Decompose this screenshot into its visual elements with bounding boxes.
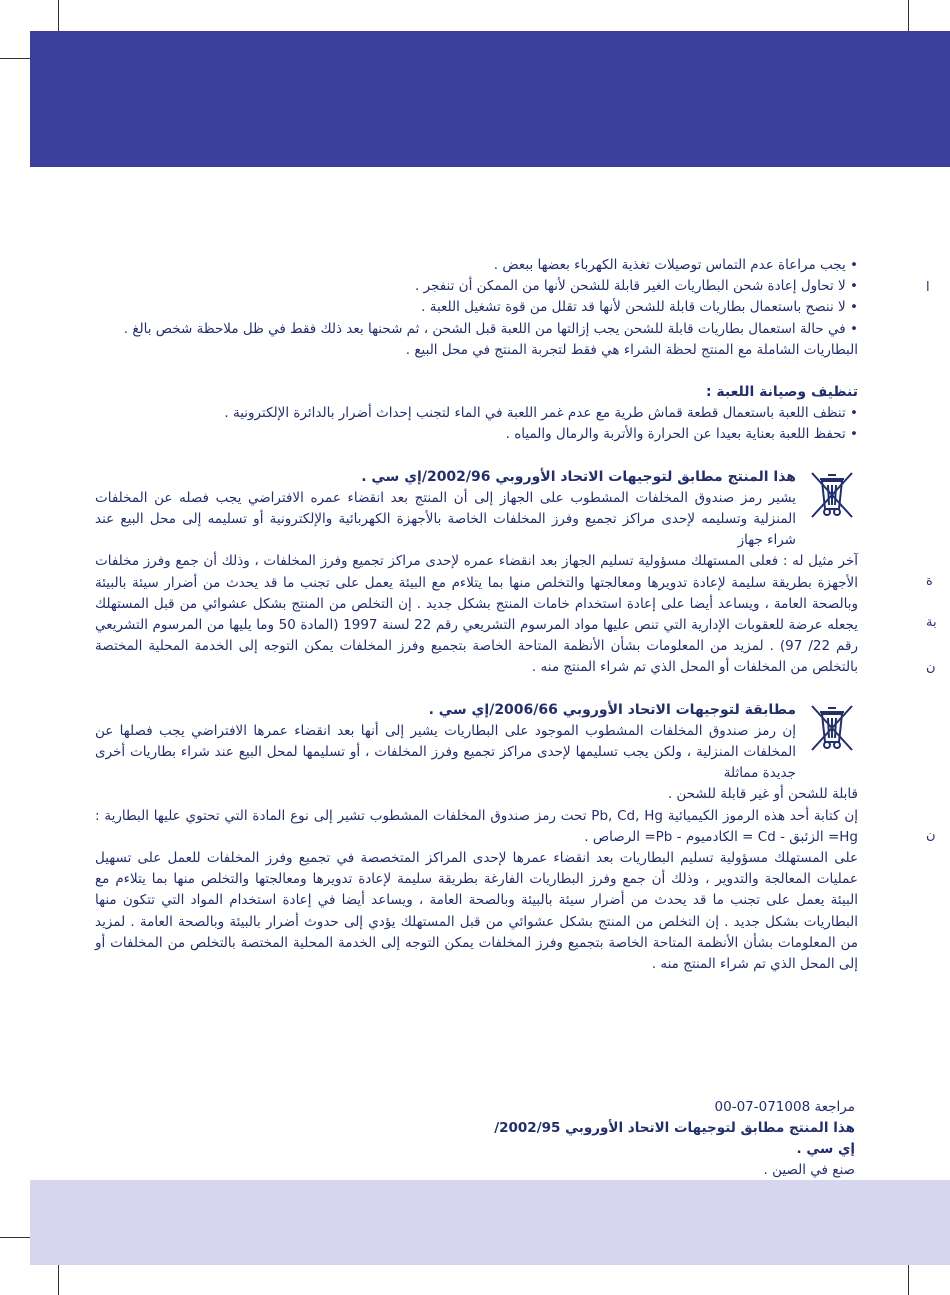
edge-fragment: ن	[926, 660, 936, 675]
cleaning-item: • تنظف اللعبة باستعمال قطعة قماش طرية مع عدم غمر اللعبة في الماء لتجنب إحداث أضرار بالدائرة الإلكترونية .	[224, 405, 858, 422]
safety-bullet: • يجب مراعاة عدم التماس توصيلات تغذية الكهرباء بعضها ببعض .	[493, 257, 858, 273]
edge-fragment: ا	[926, 280, 930, 295]
safety-bullet: • لا تحاول إعادة شحن البطاريات الغير قابلة للشحن لأنها من الممكن أن تنفجر .	[414, 278, 858, 295]
rohs-compliance: هذا المنتج مطابق لتوجيهات الاتحاد الأوروبي 2002/95/إي سي .	[494, 1120, 855, 1157]
weee-heading: هذا المنتج مطابق لتوجيهات الاتحاد الأوروبي 2002/96/إي سي .	[361, 468, 796, 485]
crossed-out-wheelie-bin-icon	[804, 700, 860, 756]
edge-fragment: ن	[926, 828, 936, 843]
battery-directive-section	[95, 700, 858, 976]
footer-text	[480, 1097, 855, 1181]
made-in: صنع في الصين .	[763, 1162, 855, 1178]
safety-bullet: • في حالة استعمال بطاريات قابلة للشحن يجب إزالتها من اللعبة قبل الشحن ، ثم شحنها بعد ذلك فقط في ظل ملاحظة شخص بالغ .	[123, 320, 858, 337]
footer-band	[30, 1180, 950, 1265]
weee-text: آخر مثيل له : فعلى المستهلك مسؤولية تسليم الجهاز بعد انقضاء عمره لإحدى مراكز تجميع وفرز المخلفات ، وذلك أن جمع وفرز مخلفات الأجهزة بطريقة سليمة لإعادة تدويرها ومعالجتها والتخلص منها بما يتلاءم مع البيئة يعمل على تجنب ما قد يحدث من أضرار سيئة بالبيئة وبالصحة العامة ، ويساعد أيضا على إعادة استخدام خامات المنتج بشكل جديد . إن التخلص من المنتج بشكل عشوائي من قبل المستهلك يجعله عرضة للعقوبات الإدارية التي تنص عليها مواد المرسوم التشريعي رقم 22 لسنة 1997 (المادة 50 وما يليها من المرسوم التشريعي رقم 22/ 97) . لمزيد من المعلومات بشأن الأنظمة المتاحة الخاصة بتجميع وفرز المخلفات يمكن التوجه إلى الخدمة المحلية المختصة بالتخلص من المخلفات أو المحل الذي تم شراء المنتج منه .	[95, 553, 859, 676]
cleaning-heading: تنظيف وصيانة اللعبة :	[705, 384, 858, 401]
weee-text-indented: يشير رمز صندوق المخلفات المشطوب على الجهاز إلى أن المنتج بعد انقضاء عمره الافتراضي يجب فصله عن المخلفات المنزلية وتسليمه لإحدى مراكز تجميع وفرز المخلفات الخاصة بالأجهزة الكهربائية والإلكترونية أو تسليمه إلى محل البيع عند شراء جهاز	[95, 489, 796, 549]
battery-directive-heading: مطابقة لتوجيهات الاتحاد الأوروبي 2006/66/إي سي .	[428, 701, 796, 718]
header-band	[30, 31, 950, 167]
battery-directive-text-indented: إن رمز صندوق المخلفات المشطوب الموجود على البطاريات يشير إلى أنها بعد انقضاء عمرها الافتراضي يجب فصلها عن المخلفات المنزلية ، ولكن يجب تسليمها لإحدى مراكز تجميع وفرز المخلفات ، أو تسليمها لمحل البيع عند شراء بطاريات أخرى جديدة مماثلة	[95, 722, 796, 782]
edge-fragment: بة	[926, 615, 937, 630]
revision-number: مراجعة 071008-07-00	[714, 1099, 855, 1115]
cleaning-item: • تحفظ اللعبة بعناية بعيدا عن الحرارة والأتربة والرمال والمياه .	[505, 426, 858, 443]
battery-directive-text-after: قابلة للشحن أو غير قابلة للشحن .	[667, 786, 858, 803]
included-batteries-note: البطاريات الشاملة مع المنتج لحظة الشراء هي فقط لتجربة المنتج في محل البيع .	[405, 341, 858, 358]
weee-section	[95, 467, 858, 679]
battery-directive-text: على المستهلك مسؤولية تسليم البطاريات بعد انقضاء عمرها لإحدى المراكز المتخصصة في تجميع وفرز المخلفات للعمل على تسهيل عمليات المعالجة والتدوير ، وذلك أن جمع وفرز البطاريات الفارغة بطريقة سليمة لإعادة تدويرها ومعالجتها والتخلص منها بما يتلاءم مع البيئة يعمل على تجنب ما قد يحدث من أضرار سيئة بالبيئة وبالصحة العامة ، ويساعد أيضا في إعادة استخدام المواد التي تتكون منها البطاريات بشكل جديد . إن التخلص من المنتج بشكل عشوائي من قبل المستهلك يؤدي إلى حدوث أضرار بالبيئة وبالصحة العامة . لمزيد من المعلومات بشأن الأنظمة المتاحة الخاصة بتجميع وفرز المخلفات يمكن التوجه إلى الخدمة المحلية المختصة بالتخلص من المخلفات أو إلى المحل الذي تم شراء المنتج منه .	[95, 850, 858, 973]
main-content	[95, 255, 858, 975]
battery-chemicals-note: إن كتابة أحد هذه الرموز الكيميائية Pb, Cd, Hg تحت رمز صندوق المخلفات المشطوب تشير إلى نوع المادة التي تحتوي عليها البطارية : Hg= الزئبق - Cd = الكادميوم - Pb= الرصاص .	[95, 807, 858, 845]
safety-bullet: • لا ننصح باستعمال بطاريات قابلة للشحن لأنها قد تقلل من قوة تشغيل اللعبة .	[421, 299, 858, 316]
edge-fragment: ة	[926, 574, 933, 589]
crossed-out-wheelie-bin-icon	[804, 467, 860, 523]
